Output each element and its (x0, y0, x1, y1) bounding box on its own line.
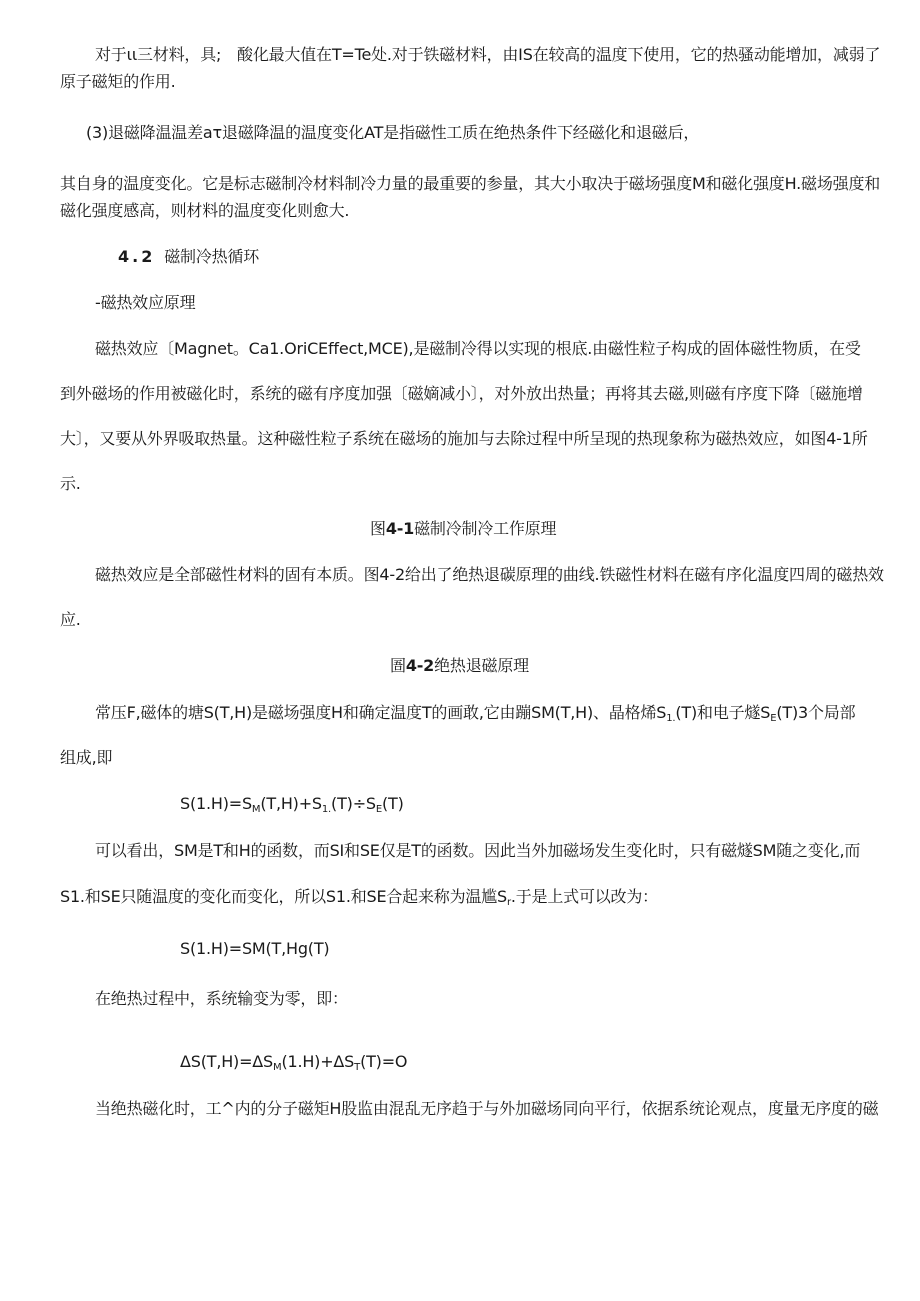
figure-number: 4-1 (385, 519, 415, 538)
paragraph-line: 对于ιι三材料，具; 酸化最大值在T=Te处.对于铁磁材料，由IS在较高的温度下使用，它的热骚动能增加，减弱了 (95, 45, 881, 64)
paragraph-line: 示. (60, 474, 81, 493)
paragraph-line: 在绝热过程中，系统输变为零，即： (95, 989, 348, 1008)
text-run: (1.H)+ΔS (281, 1052, 355, 1071)
subscript: 1. (666, 713, 676, 724)
figure-caption (390, 655, 529, 677)
subscript: r (506, 897, 511, 908)
figure-caption-prefix: 图 (370, 519, 386, 538)
paragraph-line: 组成,即 (60, 748, 113, 767)
text-run: (T,H)+S (260, 794, 322, 813)
equation: S(1.H)=SM(T,Hg(T) (180, 939, 330, 958)
paragraph-line: 可以看出，SM是T和H的函数，而SI和SE仅是T的函数。因此当外加磁场发生变化时，只有磁燧SM随之变化,而 (95, 841, 861, 860)
paragraph-line: 磁热效应〔Magnet。Ca1.OriCEffect,MCE),是磁制冷得以实现的根底.由磁性粒子构成的固体磁性物质，在受 (95, 339, 861, 358)
subscript: E (375, 804, 382, 815)
figure-number: 4-2 (405, 656, 435, 675)
text-run: (T) (382, 794, 404, 813)
text-run: (T)和电子燧S (675, 703, 771, 722)
section-heading (118, 246, 259, 268)
paragraph-line: -磁热效应原理 (95, 293, 196, 312)
equation (180, 793, 404, 815)
paragraph-line: 大〕，又要从外界吸取热量。这种磁性粒子系统在磁场的施加与去除过程中所呈现的热现象称为磁热效应，如图4-1所 (60, 429, 868, 448)
paragraph-line: 原子磁矩的作用. (60, 72, 176, 91)
paragraph-line: 到外磁场的作用被磁化时，系统的磁有序度加强〔磁嫡减小〕，对外放出热量；再将其去磁,则磁有序度下降〔磁施增 (60, 384, 863, 403)
paragraph-line: (3)退磁降温温差aτ退磁降温的温度变化AT是指磁性工质在绝热条件下经磁化和退磁后， (86, 123, 700, 142)
subscript: M (251, 804, 261, 815)
figure-caption (370, 518, 556, 540)
text-run: S(1.H)=S (180, 794, 252, 813)
subscript: E (770, 713, 777, 724)
text-run: (T)3个局部 (776, 703, 856, 722)
text-run: ΔS(T,H)=ΔS (180, 1052, 273, 1071)
paragraph-line (95, 702, 855, 724)
paragraph-line: 应. (60, 610, 81, 629)
paragraph-line: 其自身的温度变化。它是标志磁制冷材料制冷力量的最重要的参量，其大小取决于磁场强度M和磁化强度H.磁场强度和 (60, 174, 881, 193)
paragraph-line: 磁热效应是全部磁性材料的固有本质。图4-2给出了绝热退碳原理的曲线.铁磁性材料在磁有序化温度四周的磁热效 (95, 565, 884, 584)
figure-title: 磁制冷制冷工作原理 (414, 519, 557, 538)
text-run: .于是上式可以改为： (510, 887, 658, 906)
text-run: (T)=O (360, 1052, 408, 1071)
equation (180, 1051, 407, 1073)
paragraph-line: 当绝热磁化时，工^内的分子磁矩H股监由混乱无序趋于与外加磁场同向平行，依据系统论观点，度量无序度的磁 (95, 1099, 879, 1118)
text-run: (T)÷S (331, 794, 376, 813)
subscript: M (273, 1062, 282, 1073)
paragraph-line (60, 886, 658, 908)
subscript: 1. (321, 804, 332, 815)
figure-title: 绝热退磁原理 (434, 656, 529, 675)
text-run: 常压F,磁体的塘S(T,H)是磁场强度H和确定温度T的画敢,它由蹦SM(T,H)、晶格烯S (95, 703, 667, 722)
section-number: 4.2 (118, 247, 156, 266)
text-run: S1.和SE只随温度的变化而变化，所以S1.和SE合起来称为温尴S (60, 887, 507, 906)
section-title: 磁制冷热循环 (164, 247, 260, 266)
paragraph-line: 磁化强度感高，则材料的温度变化则愈大. (60, 201, 350, 220)
figure-caption-prefix: 圄 (390, 656, 406, 675)
subscript: T (354, 1062, 361, 1073)
